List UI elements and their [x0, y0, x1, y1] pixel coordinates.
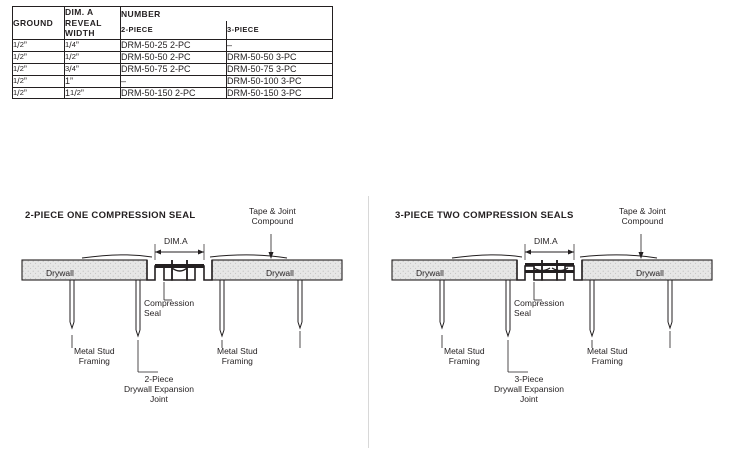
label-dim-a: DIM.A [534, 236, 558, 246]
cell-two-piece: DRM-50-150 2-PC [121, 87, 227, 99]
table-row [13, 75, 333, 87]
cell-dim-a: 11/2” [65, 87, 121, 99]
cell-dim-a: 3/4” [65, 63, 121, 75]
cell-ground: 1/2” [13, 63, 65, 75]
cell-three-piece: DRM-50-150 3-PC [227, 87, 333, 99]
label-dim-a: DIM.A [164, 236, 188, 246]
cell-dim-a: 1/4” [65, 39, 121, 51]
label-drywall-left: Drywall [416, 268, 444, 278]
cell-ground: 1/2” [13, 87, 65, 99]
label-metal-stud-framing-left: Metal Stud Framing [74, 346, 115, 367]
label-drywall-right: Drywall [636, 268, 664, 278]
table-row [13, 39, 333, 51]
header-dim-a-line1: DIM. A [65, 7, 94, 17]
cell-ground: 1/2” [13, 51, 65, 63]
cell-dim-a: 1/2” [65, 51, 121, 63]
diagram-2-piece [12, 200, 362, 440]
cell-dim-a: 1” [65, 75, 121, 87]
table-row [13, 51, 333, 63]
header-number: NUMBER [121, 7, 333, 22]
label-expansion-joint: 2-Piece Drywall Expansion Joint [124, 374, 194, 405]
table-row [13, 63, 333, 75]
cell-three-piece: – [227, 39, 333, 51]
header-two-piece: 2-PIECE [121, 21, 227, 39]
header-three-piece: 3-PIECE [227, 21, 333, 39]
page-divider [368, 196, 369, 448]
diagram-left-title: 2-PIECE ONE COMPRESSION SEAL [25, 210, 196, 221]
cell-ground: 1/2” [13, 75, 65, 87]
label-compression-seal: Compression Seal [144, 298, 195, 319]
label-drywall-left: Drywall [46, 268, 74, 278]
header-dim-a-line3: WIDTH [65, 28, 95, 39]
label-tape-joint-compound: Tape & Joint Compound [619, 206, 666, 227]
header-ground: GROUND [13, 7, 65, 40]
header-dim-a-line2: REVEAL [65, 17, 102, 28]
cell-ground: 1/2” [13, 39, 65, 51]
label-metal-stud-framing-right: Metal Stud Framing [587, 346, 628, 367]
cell-three-piece: DRM-50-50 3-PC [227, 51, 333, 63]
label-expansion-joint: 3-Piece Drywall Expansion Joint [494, 374, 564, 405]
label-tape-joint-compound: Tape & Joint Compound [249, 206, 296, 227]
label-metal-stud-framing-right: Metal Stud Framing [217, 346, 258, 367]
cell-two-piece: DRM-50-50 2-PC [121, 51, 227, 63]
cell-two-piece: DRM-50-75 2-PC [121, 63, 227, 75]
label-drywall-right: Drywall [266, 268, 294, 278]
cell-three-piece: DRM-50-100 3-PC [227, 75, 333, 87]
diagram-right-title: 3-PIECE TWO COMPRESSION SEALS [395, 210, 574, 221]
header-dim-a-reveal-width [65, 7, 121, 40]
cell-two-piece: DRM-50-25 2-PC [121, 39, 227, 51]
table-row [13, 87, 333, 99]
cell-two-piece: – [121, 75, 227, 87]
label-compression-seal: Compression Seal [514, 298, 565, 319]
table-header-row-1 [13, 7, 333, 22]
label-metal-stud-framing-left: Metal Stud Framing [444, 346, 485, 367]
cell-three-piece: DRM-50-75 3-PC [227, 63, 333, 75]
diagram-3-piece [382, 200, 732, 440]
product-number-table [12, 6, 333, 99]
